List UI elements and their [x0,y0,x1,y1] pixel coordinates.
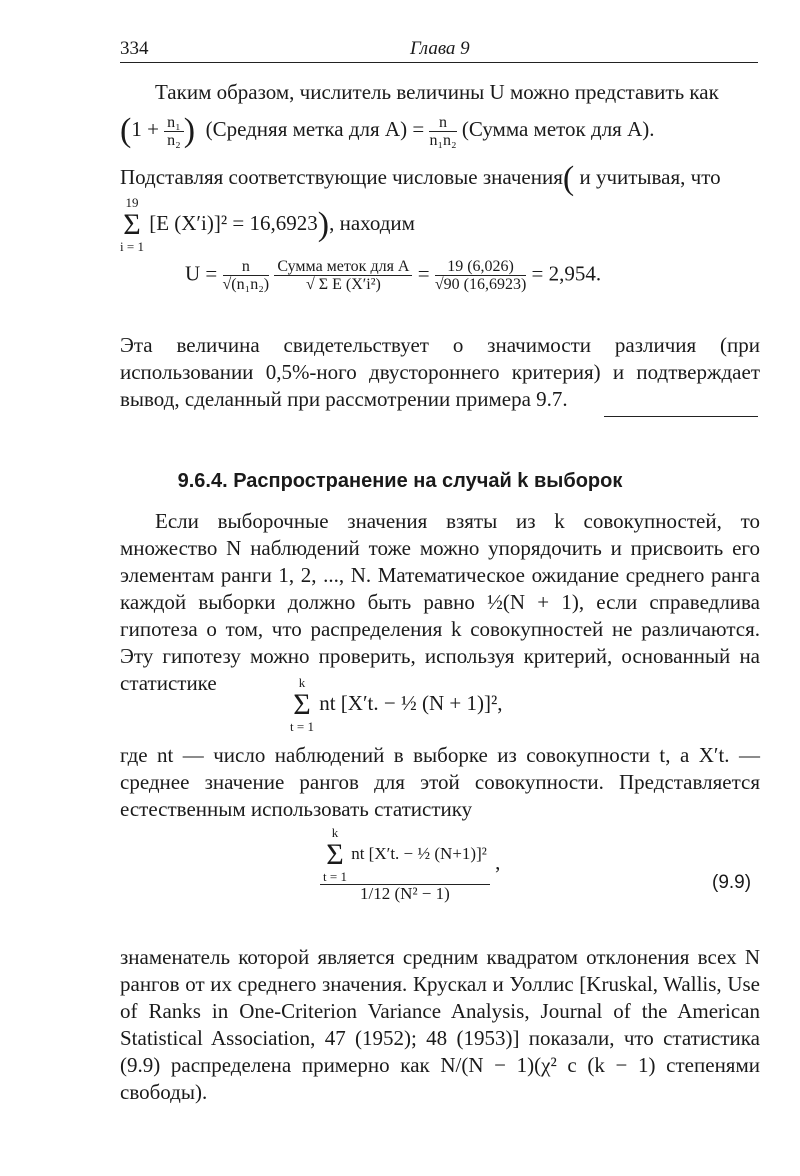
section-paragraph-1: Если выборочные значения взяты из k совокупностей, то множество N наблюдений тоже можно упорядочить и присвоить его элементам ранги 1, 2, ..., N. Математическое ожидание среднего ранга каждой выборки должно быть равно ½(N + 1), если справедлива гипотеза о том, что распределения k совокупностей не различаются. Эту гипотезу можно проверить, используя критерий, основанный на статистике [120,509,760,695]
equation-number: (9.9) [712,872,752,893]
section-paragraph-2: где nt — число наблюдений в выборке из совокупности t, а X′t. — среднее значение рангов для этой совокупности. Представляется естественным использовать статистику [120,743,760,821]
intro-line-3: Подставляя соответствующие числовые значения( и учитывая, что [120,160,721,197]
statistic-formula-1: k Σ t = 1 nt [X′t. − ½ (N + 1)]², [290,675,503,734]
intro-line-2: (1 + $\frac{\text{n₁}}{\text{n₂}}$ ) (Средняя метка для A) = $\frac{n}{\text{n₁n₂}}$ (Сумма меток для A). [120,112,655,149]
intro-line-1: Таким образом, числитель величины U можно представить как [155,80,719,104]
statistic-formula-2: k Σ t = 1 nt [X′t. − ½ (N+1)]² 1/12 (N² − 1) , [320,826,800,902]
u-formula: U = $\frac{n}{\text{√(n₁n₂)}}$ $\frac{\text{Сумма меток для A}}{\text{√ Σ E (X′i²)}}$ = $\frac{19 (6,026)}{√90 (16,6923)}$ = 2,954. [185,258,602,293]
page-number: 334 [120,38,149,59]
section-heading: 9.6.4. Распространение на случай k выборок [177,470,623,492]
intro-line-4: 19 Σ i = 1 [E (X′i)]² = 16,6923), находим [120,195,415,254]
section-paragraph-3: знаменатель которой является средним квадратом отклонения всех N рангов от их среднего значения. Крускал и Уоллис [Kruskal, Wallis, Use of Ranks in One-Criterion Variance Analysis, Journal of the American Statistical Association, 47 (1952); 48 (1953)] показали, что статистика (9.9) распределена примерно как N/(N − 1)(χ² с (k − 1) степенями свободы). [120,945,760,1104]
chapter-title: Глава 9 [410,38,470,59]
conclusion-paragraph: Эта величина свидетельствует о значимости различия (при использовании 0,5%-ного двустороннего критерия) и подтверждает вывод, сделанный при рассмотрении примера 9.7. [120,333,760,411]
section-divider [604,416,758,417]
running-header [120,36,758,63]
